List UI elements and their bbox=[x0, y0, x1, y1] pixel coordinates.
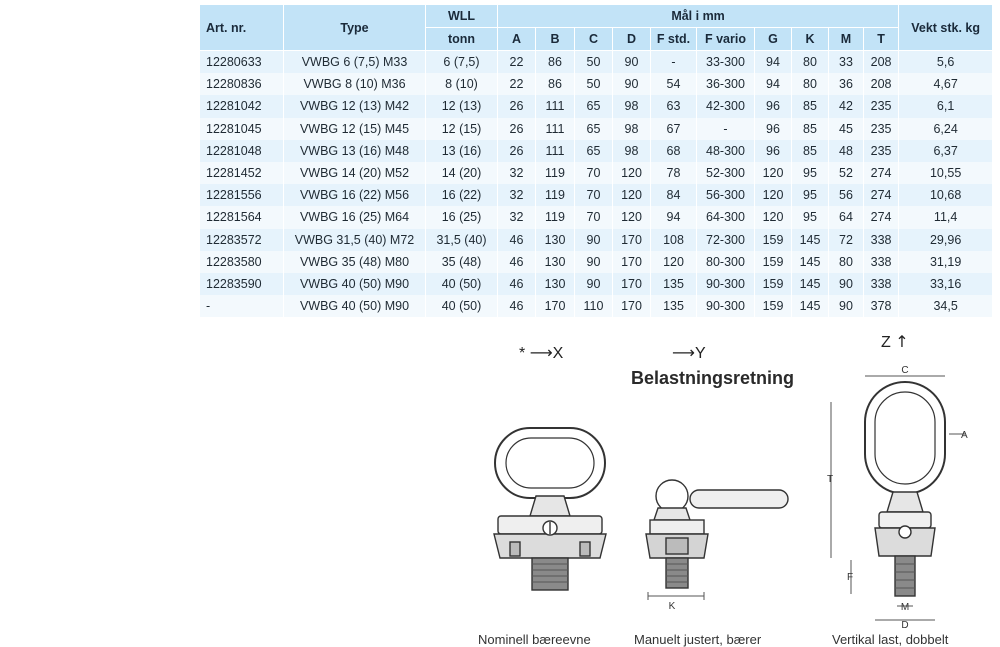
cell-weight: 11,4 bbox=[899, 206, 993, 228]
table-row bbox=[200, 162, 993, 184]
cell-wll: 31,5 (40) bbox=[426, 229, 498, 251]
caption-manual: Manuelt justert, bærer bbox=[634, 632, 762, 647]
cell-a: 32 bbox=[498, 184, 536, 206]
table-row bbox=[200, 206, 993, 228]
cell-art: 12281564 bbox=[200, 206, 284, 228]
cell-f-std: 94 bbox=[651, 206, 697, 228]
table-row bbox=[200, 273, 993, 295]
cell-art: 12281042 bbox=[200, 95, 284, 117]
cell-a: 26 bbox=[498, 118, 536, 140]
cell-type: VWBG 40 (50) M90 bbox=[284, 295, 426, 317]
cell-m: 48 bbox=[829, 140, 864, 162]
cell-k: 80 bbox=[792, 51, 829, 74]
cell-t: 235 bbox=[864, 118, 899, 140]
cell-k: 80 bbox=[792, 73, 829, 95]
cell-k: 145 bbox=[792, 251, 829, 273]
cell-g: 159 bbox=[755, 273, 792, 295]
cell-wll: 40 (50) bbox=[426, 295, 498, 317]
cell-g: 120 bbox=[755, 162, 792, 184]
cell-c: 50 bbox=[575, 73, 613, 95]
cell-b: 86 bbox=[536, 73, 575, 95]
cell-a: 22 bbox=[498, 51, 536, 74]
cell-c: 90 bbox=[575, 273, 613, 295]
cell-c: 110 bbox=[575, 295, 613, 317]
cell-k: 85 bbox=[792, 118, 829, 140]
axis-x-label bbox=[519, 343, 563, 363]
cell-f-vario: 36-300 bbox=[697, 73, 755, 95]
cell-f-std: 78 bbox=[651, 162, 697, 184]
cell-art: 12281556 bbox=[200, 184, 284, 206]
cell-c: 65 bbox=[575, 118, 613, 140]
header-art-nr: Art. nr. bbox=[200, 5, 284, 51]
cell-art: 12283572 bbox=[200, 229, 284, 251]
cell-wll: 16 (25) bbox=[426, 206, 498, 228]
cell-f-std: 120 bbox=[651, 251, 697, 273]
cell-k: 145 bbox=[792, 295, 829, 317]
cell-k: 95 bbox=[792, 184, 829, 206]
header-dimensions-group: Mål i mm bbox=[498, 5, 899, 28]
table-row bbox=[200, 118, 993, 140]
cell-f-std: 108 bbox=[651, 229, 697, 251]
cell-d: 170 bbox=[613, 273, 651, 295]
dim-c-label: C bbox=[901, 365, 909, 376]
cell-c: 90 bbox=[575, 229, 613, 251]
axis-y-text: Y bbox=[694, 345, 706, 362]
header-weight: Vekt stk. kg bbox=[899, 5, 993, 51]
cell-c: 65 bbox=[575, 140, 613, 162]
cell-wll: 16 (22) bbox=[426, 184, 498, 206]
cell-c: 90 bbox=[575, 251, 613, 273]
cell-m: 42 bbox=[829, 95, 864, 117]
header-wll-unit: tonn bbox=[426, 28, 498, 51]
cell-f-std: 67 bbox=[651, 118, 697, 140]
cell-f-std: 68 bbox=[651, 140, 697, 162]
table-row bbox=[200, 73, 993, 95]
cell-g: 120 bbox=[755, 184, 792, 206]
cell-g: 94 bbox=[755, 73, 792, 95]
header-dim-t: T bbox=[864, 28, 899, 51]
cell-d: 120 bbox=[613, 162, 651, 184]
nominal-load-drawing bbox=[480, 418, 620, 618]
cell-a: 46 bbox=[498, 251, 536, 273]
table-row bbox=[200, 51, 993, 74]
header-dim-g: G bbox=[755, 28, 792, 51]
table-row bbox=[200, 295, 993, 317]
cell-d: 120 bbox=[613, 184, 651, 206]
cell-f-vario: 42-300 bbox=[697, 95, 755, 117]
cell-a: 46 bbox=[498, 295, 536, 317]
cell-m: 33 bbox=[829, 51, 864, 74]
header-wll: WLL bbox=[426, 5, 498, 28]
cell-b: 111 bbox=[536, 140, 575, 162]
cell-f-vario: 56-300 bbox=[697, 184, 755, 206]
cell-art: 12281048 bbox=[200, 140, 284, 162]
cell-c: 50 bbox=[575, 51, 613, 74]
cell-c: 65 bbox=[575, 95, 613, 117]
cell-f-std: 135 bbox=[651, 273, 697, 295]
specification-table bbox=[199, 4, 993, 317]
header-dim-m: M bbox=[829, 28, 864, 51]
cell-m: 64 bbox=[829, 206, 864, 228]
cell-art: 12281045 bbox=[200, 118, 284, 140]
cell-g: 159 bbox=[755, 251, 792, 273]
cell-weight: 10,68 bbox=[899, 184, 993, 206]
cell-f-vario: 64-300 bbox=[697, 206, 755, 228]
cell-f-vario: - bbox=[697, 118, 755, 140]
cell-t: 208 bbox=[864, 51, 899, 74]
cell-f-vario: 80-300 bbox=[697, 251, 755, 273]
cell-weight: 33,16 bbox=[899, 273, 993, 295]
cell-t: 338 bbox=[864, 251, 899, 273]
cell-k: 145 bbox=[792, 229, 829, 251]
cell-type: VWBG 12 (13) M42 bbox=[284, 95, 426, 117]
cell-d: 98 bbox=[613, 118, 651, 140]
cell-type: VWBG 31,5 (40) M72 bbox=[284, 229, 426, 251]
cell-m: 52 bbox=[829, 162, 864, 184]
cell-type: VWBG 6 (7,5) M33 bbox=[284, 51, 426, 74]
cell-weight: 5,6 bbox=[899, 51, 993, 74]
dim-f-label: F bbox=[847, 572, 854, 583]
axis-y-label bbox=[672, 343, 706, 363]
cell-d: 98 bbox=[613, 95, 651, 117]
manual-adjusted-drawing bbox=[640, 468, 800, 618]
cell-weight: 31,19 bbox=[899, 251, 993, 273]
cell-wll: 6 (7,5) bbox=[426, 51, 498, 74]
cell-type: VWBG 12 (15) M45 bbox=[284, 118, 426, 140]
cell-art: 12280633 bbox=[200, 51, 284, 74]
cell-k: 95 bbox=[792, 206, 829, 228]
cell-m: 80 bbox=[829, 251, 864, 273]
axis-x-marker: * bbox=[519, 345, 526, 362]
cell-type: VWBG 35 (48) M80 bbox=[284, 251, 426, 273]
cell-b: 86 bbox=[536, 51, 575, 74]
cell-d: 90 bbox=[613, 51, 651, 74]
header-dim-b: B bbox=[536, 28, 575, 51]
cell-art: 12283580 bbox=[200, 251, 284, 273]
cell-m: 56 bbox=[829, 184, 864, 206]
cell-t: 274 bbox=[864, 162, 899, 184]
cell-m: 90 bbox=[829, 295, 864, 317]
cell-c: 70 bbox=[575, 184, 613, 206]
arrow-right-icon: ⟶ bbox=[529, 343, 553, 362]
cell-weight: 4,67 bbox=[899, 73, 993, 95]
cell-b: 130 bbox=[536, 229, 575, 251]
cell-f-vario: 33-300 bbox=[697, 51, 755, 74]
cell-f-vario: 72-300 bbox=[697, 229, 755, 251]
header-dim-c: C bbox=[575, 28, 613, 51]
cell-t: 235 bbox=[864, 140, 899, 162]
cell-g: 96 bbox=[755, 95, 792, 117]
table-row bbox=[200, 229, 993, 251]
cell-t: 338 bbox=[864, 273, 899, 295]
cell-g: 159 bbox=[755, 229, 792, 251]
dim-t-label: T bbox=[827, 474, 834, 485]
cell-weight: 29,96 bbox=[899, 229, 993, 251]
cell-weight: 6,1 bbox=[899, 95, 993, 117]
cell-a: 46 bbox=[498, 273, 536, 295]
table-row bbox=[200, 251, 993, 273]
cell-k: 95 bbox=[792, 162, 829, 184]
cell-c: 70 bbox=[575, 206, 613, 228]
cell-f-vario: 52-300 bbox=[697, 162, 755, 184]
cell-d: 120 bbox=[613, 206, 651, 228]
dim-a-label: A bbox=[961, 430, 968, 441]
cell-d: 170 bbox=[613, 229, 651, 251]
cell-k: 85 bbox=[792, 140, 829, 162]
cell-a: 26 bbox=[498, 140, 536, 162]
cell-g: 96 bbox=[755, 118, 792, 140]
cell-weight: 34,5 bbox=[899, 295, 993, 317]
cell-weight: 6,37 bbox=[899, 140, 993, 162]
cell-b: 111 bbox=[536, 118, 575, 140]
header-type: Type bbox=[284, 5, 426, 51]
cell-m: 72 bbox=[829, 229, 864, 251]
cell-b: 130 bbox=[536, 251, 575, 273]
cell-b: 119 bbox=[536, 206, 575, 228]
cell-k: 145 bbox=[792, 273, 829, 295]
cell-a: 32 bbox=[498, 162, 536, 184]
cell-f-vario: 90-300 bbox=[697, 295, 755, 317]
cell-type: VWBG 16 (25) M64 bbox=[284, 206, 426, 228]
cell-f-std: 84 bbox=[651, 184, 697, 206]
cell-type: VWBG 40 (50) M90 bbox=[284, 273, 426, 295]
cell-t: 235 bbox=[864, 95, 899, 117]
cell-f-std: 54 bbox=[651, 73, 697, 95]
cell-f-vario: 90-300 bbox=[697, 273, 755, 295]
cell-f-std: 135 bbox=[651, 295, 697, 317]
cell-a: 46 bbox=[498, 229, 536, 251]
cell-type: VWBG 8 (10) M36 bbox=[284, 73, 426, 95]
vertical-load-drawing bbox=[815, 362, 985, 630]
cell-wll: 35 (48) bbox=[426, 251, 498, 273]
cell-f-std: - bbox=[651, 51, 697, 74]
cell-wll: 8 (10) bbox=[426, 73, 498, 95]
cell-m: 36 bbox=[829, 73, 864, 95]
cell-type: VWBG 13 (16) M48 bbox=[284, 140, 426, 162]
axis-z-label bbox=[881, 332, 909, 352]
arrow-up-icon: ↑ bbox=[895, 332, 909, 351]
cell-g: 159 bbox=[755, 295, 792, 317]
cell-d: 90 bbox=[613, 73, 651, 95]
cell-t: 338 bbox=[864, 229, 899, 251]
cell-f-vario: 48-300 bbox=[697, 140, 755, 162]
header-dim-f-std: F std. bbox=[651, 28, 697, 51]
caption-nominal: Nominell bæreevne bbox=[478, 632, 591, 647]
table-row bbox=[200, 184, 993, 206]
dim-m-label: M bbox=[900, 602, 910, 613]
cell-b: 119 bbox=[536, 162, 575, 184]
cell-a: 26 bbox=[498, 95, 536, 117]
table-row bbox=[200, 95, 993, 117]
header-dim-k: K bbox=[792, 28, 829, 51]
cell-c: 70 bbox=[575, 162, 613, 184]
cell-art: - bbox=[200, 295, 284, 317]
cell-g: 94 bbox=[755, 51, 792, 74]
cell-weight: 10,55 bbox=[899, 162, 993, 184]
caption-vertical: Vertikal last, dobbelt bbox=[832, 632, 949, 647]
cell-b: 130 bbox=[536, 273, 575, 295]
cell-d: 170 bbox=[613, 295, 651, 317]
cell-art: 12280836 bbox=[200, 73, 284, 95]
cell-k: 85 bbox=[792, 95, 829, 117]
cell-d: 98 bbox=[613, 140, 651, 162]
arrow-right-icon: ⟶ bbox=[672, 343, 695, 362]
cell-m: 45 bbox=[829, 118, 864, 140]
cell-art: 12283590 bbox=[200, 273, 284, 295]
cell-a: 32 bbox=[498, 206, 536, 228]
table-row bbox=[200, 140, 993, 162]
cell-type: VWBG 14 (20) M52 bbox=[284, 162, 426, 184]
cell-m: 90 bbox=[829, 273, 864, 295]
cell-f-std: 63 bbox=[651, 95, 697, 117]
cell-b: 119 bbox=[536, 184, 575, 206]
header-dim-d: D bbox=[613, 28, 651, 51]
dim-d-label: D bbox=[901, 620, 909, 630]
cell-b: 170 bbox=[536, 295, 575, 317]
cell-d: 170 bbox=[613, 251, 651, 273]
dim-k-label: K bbox=[668, 601, 676, 612]
axis-x-text: X bbox=[552, 345, 564, 362]
cell-type: VWBG 16 (22) M56 bbox=[284, 184, 426, 206]
cell-wll: 12 (13) bbox=[426, 95, 498, 117]
cell-t: 274 bbox=[864, 184, 899, 206]
load-direction-title: Belastningsretning bbox=[631, 368, 795, 388]
cell-t: 274 bbox=[864, 206, 899, 228]
cell-g: 120 bbox=[755, 206, 792, 228]
header-dim-f-vario: F vario bbox=[697, 28, 755, 51]
cell-a: 22 bbox=[498, 73, 536, 95]
cell-t: 378 bbox=[864, 295, 899, 317]
cell-weight: 6,24 bbox=[899, 118, 993, 140]
cell-wll: 13 (16) bbox=[426, 140, 498, 162]
cell-b: 111 bbox=[536, 95, 575, 117]
cell-t: 208 bbox=[864, 73, 899, 95]
axis-z-text: Z bbox=[881, 334, 891, 351]
cell-wll: 40 (50) bbox=[426, 273, 498, 295]
cell-wll: 14 (20) bbox=[426, 162, 498, 184]
header-dim-a: A bbox=[498, 28, 536, 51]
cell-g: 96 bbox=[755, 140, 792, 162]
cell-wll: 12 (15) bbox=[426, 118, 498, 140]
cell-art: 12281452 bbox=[200, 162, 284, 184]
